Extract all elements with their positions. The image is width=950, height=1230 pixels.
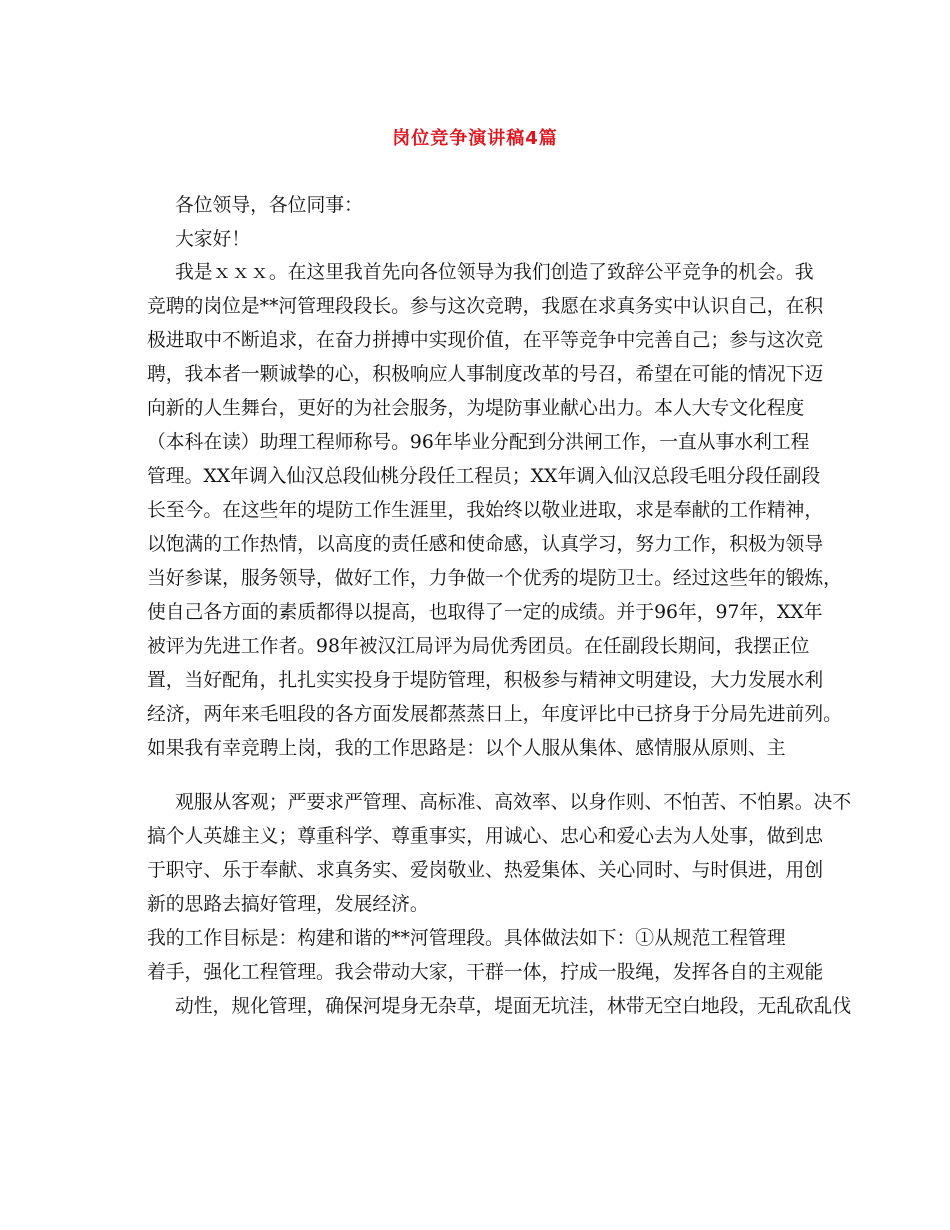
body-line: 聘，我本者一颗诚挚的心，积极响应人事制度改革的号召，希望在可能的情况下迈 <box>147 364 824 385</box>
body-line: 置，当好配角，扎扎实实投身于堤防管理，积极参与精神文明建设，大力发展水利 <box>147 670 824 691</box>
body-line: 搞个人英雄主义；尊重科学、尊重事实，用诚心、忠心和爱心去为人处事，做到忠 <box>147 826 824 847</box>
body-line: 着手，强化工程管理。我会带动大家，干群一体，拧成一股绳，发挥各自的主观能 <box>147 962 824 983</box>
body-line: 管理。XX年调入仙汉总段仙桃分段任工程员；XX年调入仙汉总段毛咀分段任副段 <box>147 466 821 487</box>
body-line: 新的思路去搞好管理，发展经济。 <box>147 894 429 915</box>
body-line: 于职守、乐于奉献、求真务实、爱岗敬业、热爱集体、关心同时、与时俱进，用创 <box>147 860 824 881</box>
body-line: 当好参谋，服务领导，做好工作，力争做一个优秀的堤防卫士。经过这些年的锻炼， <box>147 568 842 589</box>
body-line: 我的工作目标是：构建和谐的**河管理段。具体做法如下：①从规范工程管理 <box>147 928 786 949</box>
salutation-line: 各位领导，各位同事： <box>175 195 363 216</box>
body-line: 长至今。在这些年的堤防工作生涯里，我始终以敬业进取，求是奉献的工作精神， <box>147 500 824 521</box>
body-line: 竞聘的岗位是**河管理段段长。参与这次竞聘，我愿在求真务实中认识自己，在积 <box>147 296 824 317</box>
body-line: 观服从客观；严要求严管理、高标准、高效率、以身作则、不怕苦、不怕累。决不 <box>175 792 852 813</box>
body-line: 被评为先进工作者。98年被汉江局评为局优秀团员。在任副段长期间，我摆正位 <box>147 636 810 657</box>
body-line: 向新的人生舞台，更好的为社会服务，为堤防事业献心出力。本人大专文化程度 <box>147 398 805 419</box>
document-title: 岗位竞争演讲稿4篇 <box>392 128 558 149</box>
body-line: 极进取中不断追求，在奋力拼搏中实现价值，在平等竞争中完善自己；参与这次竞 <box>147 330 824 351</box>
body-line: 动性，规化管理，确保河堤身无杂草，堤面无坑洼，林带无空白地段，无乱砍乱伐 <box>175 996 852 1017</box>
greeting-line: 大家好！ <box>175 229 251 250</box>
body-line: （本科在读）助理工程师称号。96年毕业分配到分洪闸工作，一直从事水利工程 <box>147 432 810 453</box>
body-line: 我是ｘｘｘ。在这里我首先向各位领导为我们创造了致辞公平竞争的机会。我 <box>175 262 814 283</box>
body-line: 如果我有幸竞聘上岗，我的工作思路是：以个人服从集体、感情服从原则、主 <box>147 738 786 759</box>
body-line: 经济，两年来毛咀段的各方面发展都蒸蒸日上，年度评比中已挤身于分局先进前列。 <box>147 704 842 725</box>
body-line: 使自己各方面的素质都得以提高，也取得了一定的成绩。并于96年，97年，XX年 <box>147 602 823 623</box>
body-line: 以饱满的工作热情，以高度的责任感和使命感，认真学习，努力工作，积极为领导 <box>147 534 824 555</box>
